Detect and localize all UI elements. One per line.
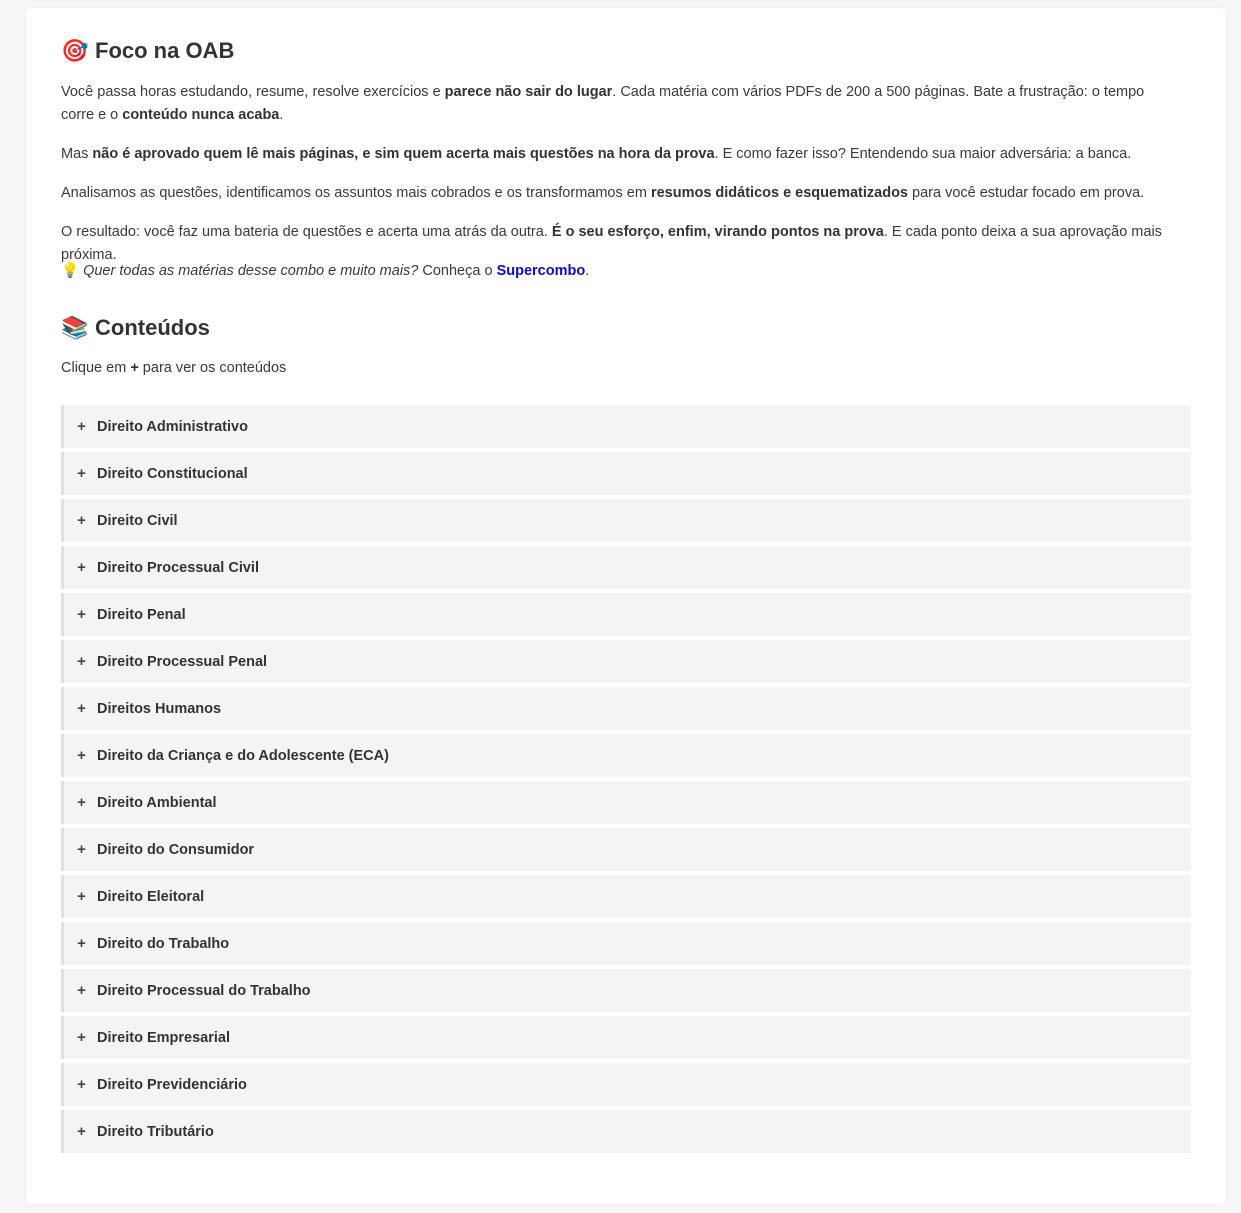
- accordion-item-label: Direito Ambiental: [97, 794, 217, 811]
- intro-paragraph-3: [61, 182, 1144, 205]
- text-span: Clique em: [61, 360, 131, 376]
- text-span: . E cada ponto deixa a sua aprovação mais próxima.: [61, 224, 1162, 263]
- accordion-item-label: Direito Processual Penal: [97, 653, 268, 670]
- accordion-item[interactable]: [61, 593, 1191, 636]
- plus-icon[interactable]: +: [77, 841, 86, 858]
- intro-paragraph-1: [61, 81, 1171, 127]
- text-span: .: [279, 107, 284, 123]
- text-span: O resultado: você faz uma bateria de questões e acerta uma atrás da outra.: [61, 224, 552, 240]
- accordion-item-label: Direito do Trabalho: [97, 935, 230, 952]
- accordion-item-label: Direito Administrativo: [97, 418, 248, 435]
- accordion-item[interactable]: [61, 405, 1191, 448]
- accordion-item[interactable]: [61, 687, 1191, 730]
- bold-text: não é aprovado quem lê mais páginas, e sim quem acerta mais questões na hora da prova: [92, 146, 715, 162]
- accordion-item-label: Direito da Criança e do Adolescente (ECA): [97, 747, 389, 764]
- plus-icon[interactable]: +: [77, 1076, 86, 1093]
- accordion-item-label: Direito Penal: [97, 606, 186, 623]
- bold-text: conteúdo nunca acaba: [122, 107, 280, 123]
- target-icon: 🎯: [61, 38, 89, 63]
- bold-text: resumos didáticos e esquematizados: [650, 185, 908, 201]
- page-title: [61, 38, 234, 64]
- contents-hint: [61, 357, 286, 380]
- plus-icon[interactable]: +: [77, 606, 86, 623]
- text-span: . Cada matéria com vários PDFs de 200 a 500 páginas. Bate a frustração: o tempo corre e o: [61, 84, 1145, 123]
- accordion-item[interactable]: [61, 734, 1191, 777]
- plus-icon[interactable]: +: [77, 794, 86, 811]
- bold-text: É o seu esforço, enfim, virando pontos na prova: [551, 224, 884, 240]
- plus-icon[interactable]: +: [77, 747, 86, 764]
- accordion-item-label: Direito Previdenciário: [97, 1076, 247, 1093]
- accordion-item-label: Direito Constitucional: [97, 465, 248, 482]
- supercombo-link[interactable]: Supercombo: [496, 263, 586, 279]
- books-icon: 📚: [61, 315, 89, 340]
- plus-icon[interactable]: +: [77, 559, 86, 576]
- plus-icon[interactable]: +: [77, 653, 86, 670]
- contents-title-text: Conteúdos: [95, 315, 210, 340]
- accordion-item-label: Direito Processual do Trabalho: [97, 982, 311, 999]
- page-title-text: Foco na OAB: [95, 38, 235, 63]
- supercombo-tip: [61, 260, 589, 283]
- plus-icon[interactable]: +: [77, 888, 86, 905]
- accordion-item-label: Direito Civil: [97, 512, 178, 529]
- content-card: [26, 8, 1226, 1204]
- plus-icon[interactable]: +: [77, 418, 86, 435]
- intro-paragraph-2: [61, 143, 1131, 166]
- lightbulb-icon: 💡: [61, 263, 80, 279]
- text-span: Analisamos as questões, identificamos os assuntos mais cobrados e os transformamos em: [61, 185, 651, 201]
- text-span: Mas: [61, 146, 93, 162]
- contents-title: [61, 315, 210, 341]
- bold-text: +: [130, 360, 139, 376]
- accordion-item[interactable]: [61, 546, 1191, 589]
- plus-icon[interactable]: +: [77, 465, 86, 482]
- text-span: Conheça o: [418, 263, 497, 279]
- plus-icon[interactable]: +: [77, 982, 86, 999]
- accordion-item[interactable]: [61, 969, 1191, 1012]
- text-span: para ver os conteúdos: [138, 360, 287, 376]
- text-span: .: [585, 263, 590, 279]
- text-span: Você passa horas estudando, resume, resolve exercícios e: [61, 84, 445, 100]
- accordion-item-label: Direito Processual Civil: [97, 559, 259, 576]
- contents-accordion: [61, 405, 1191, 1157]
- accordion-item[interactable]: [61, 828, 1191, 871]
- accordion-item-label: Direito Tributário: [97, 1123, 214, 1140]
- accordion-item[interactable]: [61, 499, 1191, 542]
- accordion-item[interactable]: [61, 922, 1191, 965]
- plus-icon[interactable]: +: [77, 700, 86, 717]
- accordion-item-label: Direito Empresarial: [97, 1029, 230, 1046]
- plus-icon[interactable]: +: [77, 935, 86, 952]
- accordion-item[interactable]: [61, 875, 1191, 918]
- accordion-item[interactable]: [61, 640, 1191, 683]
- plus-icon[interactable]: +: [77, 512, 86, 529]
- text-span: . E como fazer isso? Entendendo sua maior adversária: a banca.: [714, 146, 1132, 162]
- tip-question: Quer todas as matérias desse combo e muito mais?: [83, 263, 419, 279]
- accordion-item[interactable]: [61, 1110, 1191, 1153]
- accordion-item[interactable]: [61, 452, 1191, 495]
- plus-icon[interactable]: +: [77, 1029, 86, 1046]
- accordion-item[interactable]: [61, 1016, 1191, 1059]
- plus-icon[interactable]: +: [77, 1123, 86, 1140]
- text-span: para você estudar focado em prova.: [908, 185, 1145, 201]
- bold-text: parece não sair do lugar: [444, 84, 613, 100]
- accordion-item[interactable]: [61, 781, 1191, 824]
- accordion-item-label: Direito Eleitoral: [97, 888, 205, 905]
- accordion-item[interactable]: [61, 1063, 1191, 1106]
- accordion-item-label: Direitos Humanos: [97, 700, 222, 717]
- accordion-item-label: Direito do Consumidor: [97, 841, 255, 858]
